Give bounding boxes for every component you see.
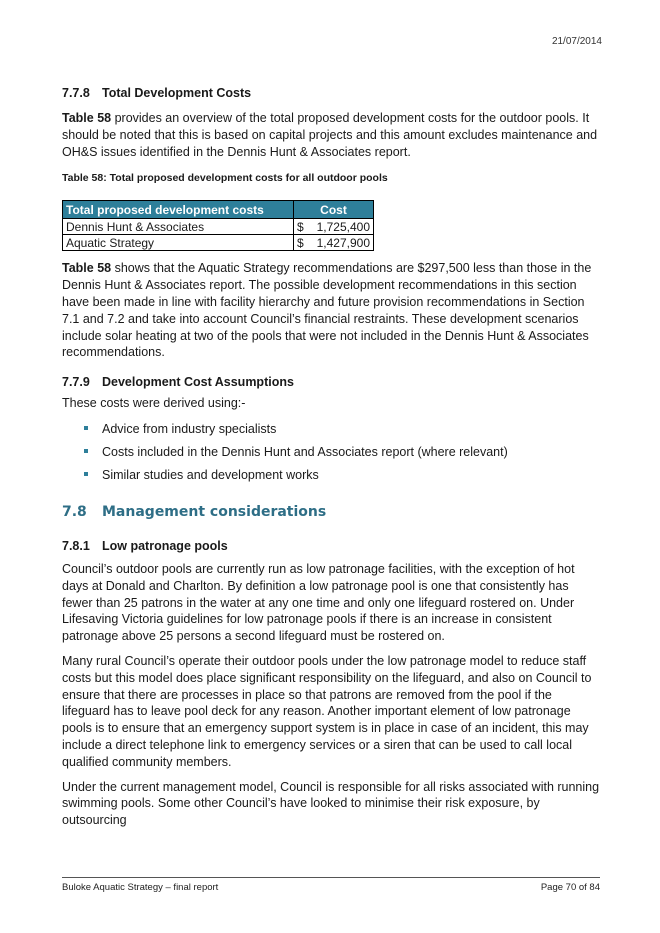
paragraph-management-model: Under the current management model, Council is responsible for all risks associated with running swimming pools. Some other Council’s have looked to minimise their risk exposure, by outsourcing — [62, 779, 600, 828]
section-7-8-1-heading — [62, 539, 600, 553]
table-header-row — [63, 201, 374, 219]
list-item-text: Advice from industry specialists — [102, 421, 277, 436]
paragraph-intro: These costs were derived using:- — [62, 396, 246, 411]
list-item — [62, 444, 600, 460]
page-content — [62, 80, 600, 829]
list-item — [62, 421, 600, 437]
paragraph-rural-councils: Many rural Council’s operate their outdoor pools under the low patronage model to reduce staff costs but this model does place significant responsibility on the lifeguard, and also on Council to ensure that there are processes in place so that patrons are removed from the pool if the lifeguard has to leave pool deck for any reason. Another important element of low patronage pools is to ensure that an emergency support system is in place in case of an incident, this may include a direct telephone link to emergency services or a siren that can be used to call local qualified community members. — [62, 653, 592, 769]
footer-page-number: Page 70 of 84 — [540, 882, 600, 893]
section-title: Low patronage pools — [102, 538, 228, 553]
paragraph-text: provides an overview of the total proposed development costs for the outdoor pools. It should be noted that this is based on capital projects and this amount excludes maintenance and OH&S issues identified in the Dennis Hunt & Associates report. — [62, 111, 598, 159]
table-reference: Table 58 — [62, 261, 112, 276]
section-number: 7.7.9 — [62, 375, 90, 390]
section-number: 7.8 — [62, 503, 87, 520]
list-item-text: Similar studies and development works — [102, 467, 319, 482]
square-bullet-icon — [84, 426, 88, 430]
section-7-7-8-heading — [62, 86, 600, 100]
section-number: 7.7.8 — [62, 86, 90, 100]
paragraph-table-overview — [62, 110, 600, 160]
assumptions-list — [62, 421, 600, 483]
row-currency-cell: $ — [294, 219, 308, 235]
section-7-8-heading — [62, 504, 600, 520]
row-name-cell: Aquatic Strategy — [63, 235, 294, 251]
list-item — [62, 467, 600, 483]
paragraph-low-patronage-definition: Council’s outdoor pools are currently run as low patronage facilities, with the exception of hot days at Donald and Charlton. By definition a low patronage pool is one that consistently has fewer than 25 patrons in the water at any one time and only one lifeguard rostered on. Under Lifesaving Victoria guidelines for low patronage pools if there is an increase in consistent patronage above 25 persons a second lifeguard must be rostered on. — [62, 561, 575, 644]
list-item-text: Costs included in the Dennis Hunt and Associates report (where relevant) — [102, 444, 508, 459]
table-reference: Table 58 — [62, 111, 112, 125]
row-amount-cell: 1,725,400 — [307, 219, 374, 235]
square-bullet-icon — [84, 472, 88, 476]
paragraph-text: shows that the Aquatic Strategy recommendations are $297,500 less than those in the Dennis Hunt & Associates report. The possible development recommendations in this section have been made in line with facility hierarchy and future provision recommendations in Section 7.1 and 7.2 and take into account Council’s financial restraints. These development scenarios include solar heating at two of the pools that were not included in the Dennis Hunt & Associates recommendations. — [62, 261, 592, 360]
column-header-item: Total proposed development costs — [63, 201, 294, 219]
section-title: Management considerations — [102, 503, 327, 520]
row-amount-cell: 1,427,900 — [307, 235, 374, 251]
section-number: 7.8.1 — [62, 538, 90, 553]
column-header-cost: Cost — [294, 201, 374, 219]
paragraph-table-comparison — [62, 260, 600, 361]
square-bullet-icon — [84, 449, 88, 453]
section-7-7-9-heading — [62, 375, 600, 389]
costs-table — [62, 200, 374, 251]
footer-document-title: Buloke Aquatic Strategy – final report — [62, 882, 219, 893]
section-title: Total Development Costs — [102, 86, 252, 100]
table-row — [63, 219, 374, 235]
footer-divider — [62, 877, 600, 878]
table-caption: Table 58: Total proposed development costs for all outdoor pools — [62, 172, 388, 185]
section-title: Development Cost Assumptions — [102, 375, 294, 390]
table-row — [63, 235, 374, 251]
header-date: 21/07/2014 — [551, 36, 602, 47]
row-name-cell: Dennis Hunt & Associates — [63, 219, 294, 235]
row-currency-cell: $ — [294, 235, 308, 251]
